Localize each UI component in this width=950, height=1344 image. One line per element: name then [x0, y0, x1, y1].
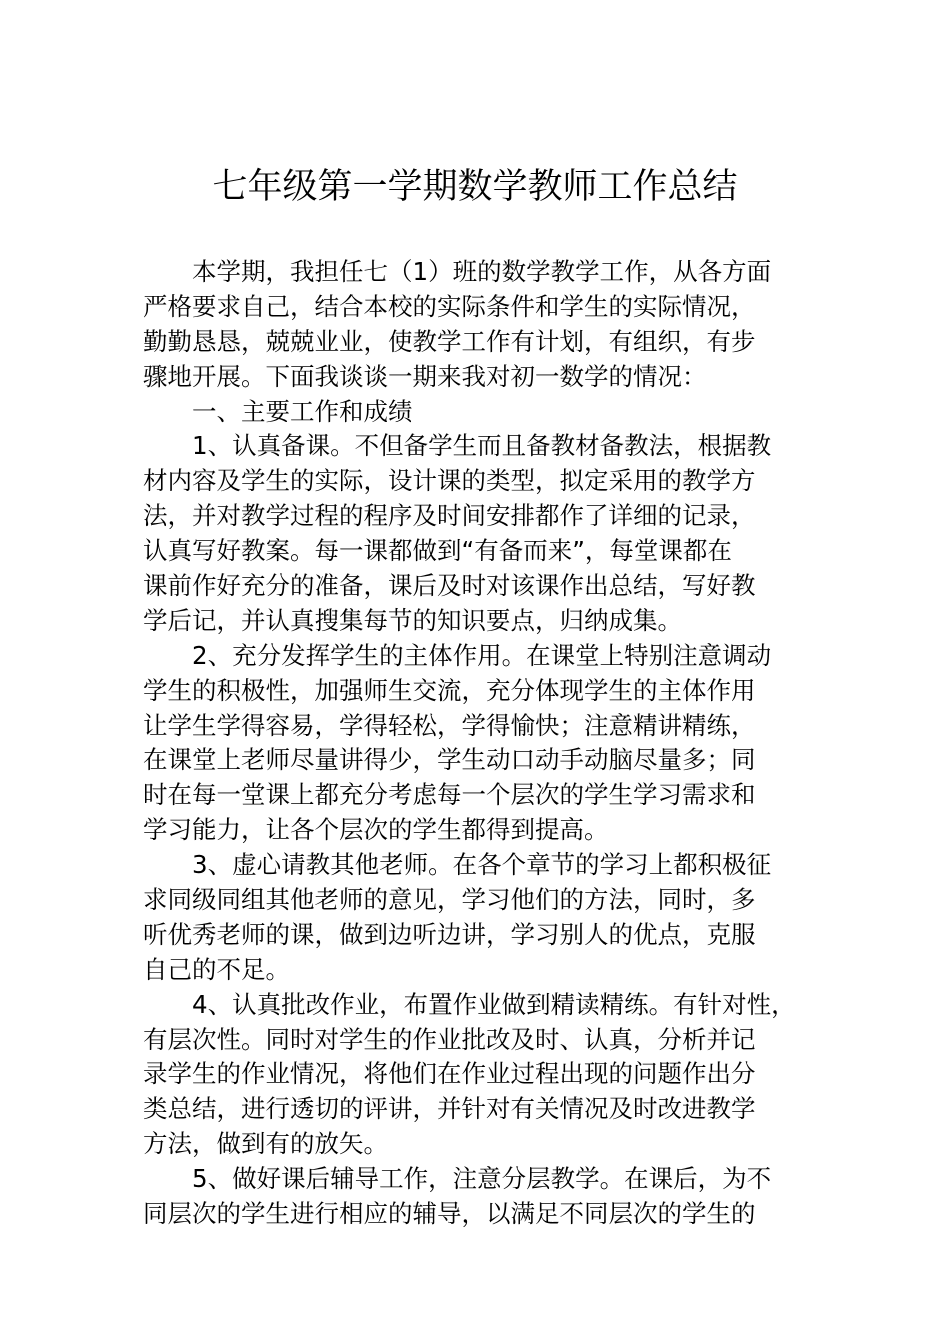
text-line: 严格要求自己，结合本校的实际条件和学生的实际情况， — [143, 291, 756, 321]
text-line: 一、主要工作和成绩 — [192, 396, 413, 426]
text-line: 学后记，并认真搜集每节的知识要点，归纳成集。 — [143, 605, 682, 635]
text-line: 让学生学得容易，学得轻松，学得愉快；注意精讲精练， — [143, 710, 756, 740]
text-line: 求同级同组其他老师的意见，学习他们的方法，同时，多 — [143, 885, 756, 915]
text-line: 2、充分发挥学生的主体作用。在课堂上特别注意调动 — [192, 640, 772, 670]
text-line: 5、做好课后辅导工作，注意分层教学。在课后，为不 — [192, 1164, 772, 1194]
text-line: 在课堂上老师尽量讲得少，学生动口动手动脑尽量多；同 — [143, 745, 756, 775]
text-line: 认真写好教案。每一课都做到“有备而来”，每堂课都在 — [143, 536, 732, 566]
text-line: 4、认真批改作业，布置作业做到精读精练。有针对性， — [192, 989, 796, 1019]
document-title: 七年级第一学期数学教师工作总结 — [212, 167, 738, 207]
text-line: 类总结，进行透切的评讲，并针对有关情况及时改进教学 — [143, 1094, 756, 1124]
text-line: 课前作好充分的准备，课后及时对该课作出总结，写好教 — [143, 571, 756, 601]
document-body — [143, 255, 843, 1232]
text-line: 同层次的学生进行相应的辅导，以满足不同层次的学生的 — [143, 1199, 756, 1229]
text-line: 学习能力，让各个层次的学生都得到提高。 — [143, 815, 609, 845]
text-line: 1、认真备课。不但备学生而且备教材备教法，根据教 — [192, 431, 772, 461]
text-line: 3、虚心请教其他老师。在各个章节的学习上都积极征 — [192, 850, 772, 880]
text-line: 勤勤恳恳，兢兢业业，使教学工作有计划，有组织，有步 — [143, 326, 756, 356]
text-line: 自己的不足。 — [143, 954, 290, 984]
text-line: 方法，做到有的放矢。 — [143, 1129, 388, 1159]
text-line: 本学期，我担任七（1）班的数学教学工作，从各方面 — [192, 257, 772, 286]
text-line: 材内容及学生的实际，设计课的类型，拟定采用的教学方 — [143, 466, 756, 496]
text-line: 录学生的作业情况，将他们在作业过程出现的问题作出分 — [143, 1059, 756, 1089]
text-line: 听优秀老师的课，做到边听边讲，学习别人的优点，克服 — [143, 919, 756, 949]
text-line: 时在每一堂课上都充分考虑每一个层次的学生学习需求和 — [143, 780, 756, 810]
text-line: 有层次性。同时对学生的作业批改及时、认真，分析并记 — [143, 1024, 756, 1054]
text-line: 骤地开展。下面我谈谈一期来我对初一数学的情况： — [143, 361, 707, 391]
text-line: 学生的积极性，加强师生交流，充分体现学生的主体作用 — [143, 675, 756, 705]
text-line: 法，并对教学过程的程序及时间安排都作了详细的记录， — [143, 501, 756, 531]
